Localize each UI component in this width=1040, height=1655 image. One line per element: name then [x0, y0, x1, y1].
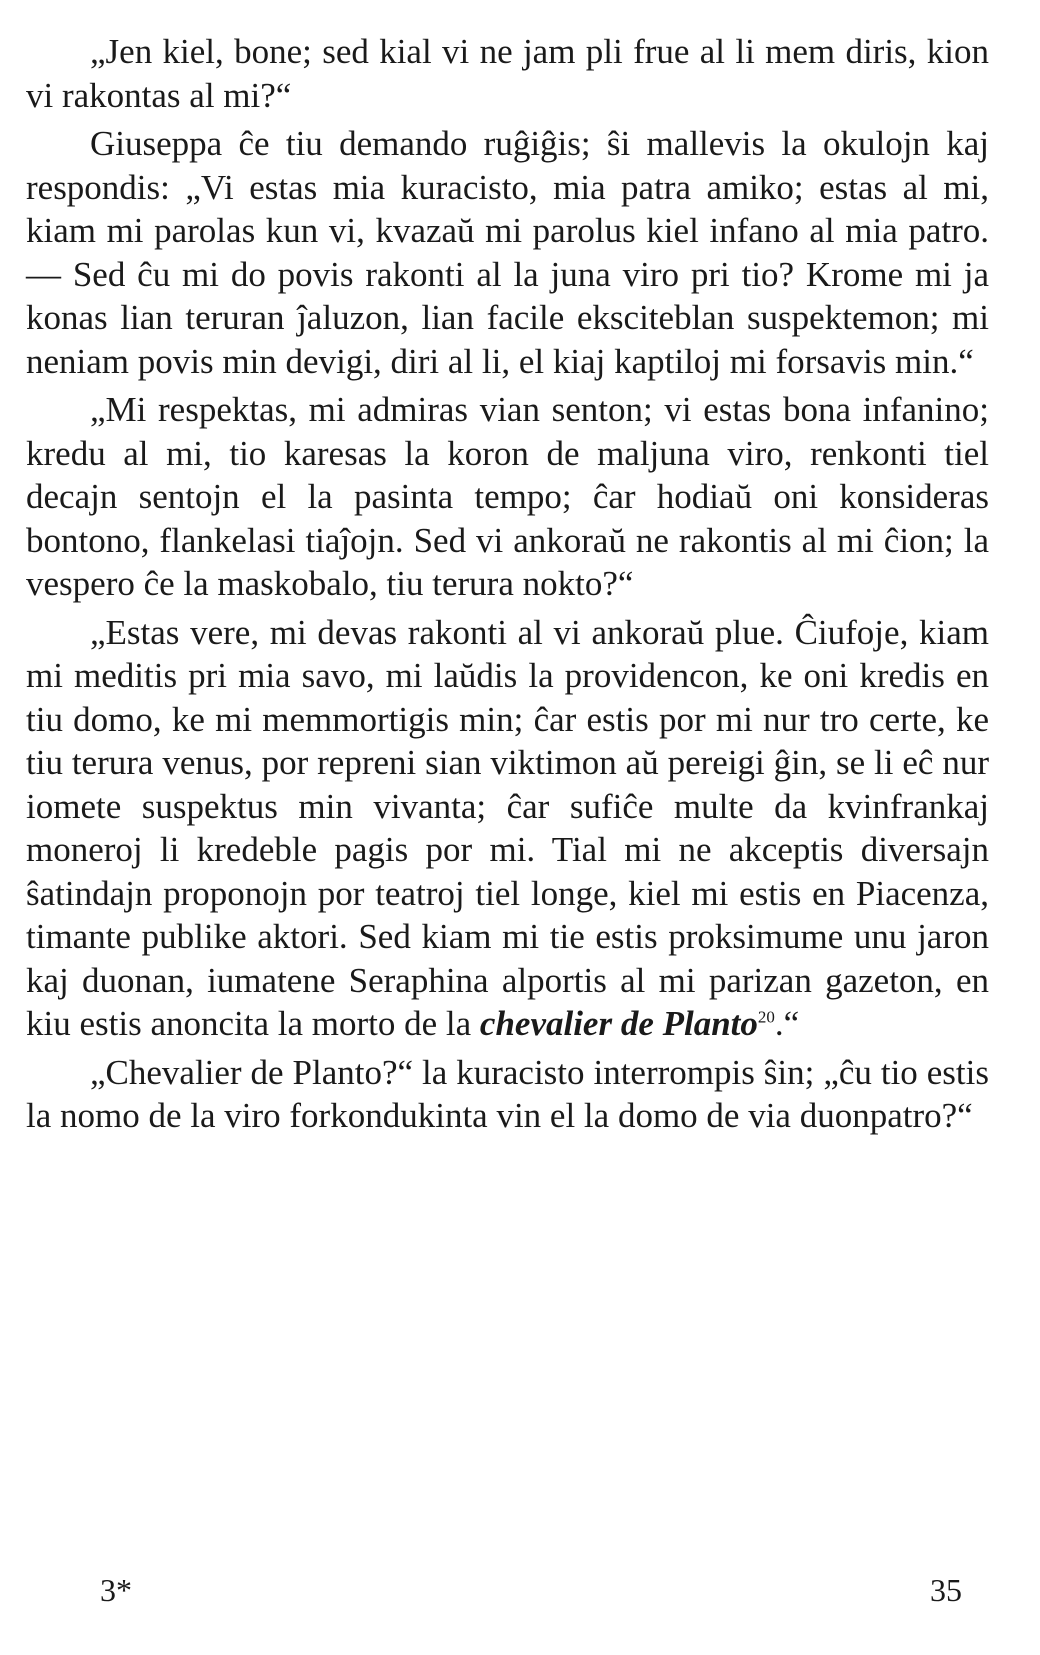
page-number: 35 [930, 1572, 962, 1608]
paragraph-3-text: „Mi respektas, mi admiras vian senton; vi estas bona infanino; kredu al mi, tio karesas la koron de maljuna viro, renkonti tiel decajn sentojn el la pasinta tempo; ĉar hodiaŭ oni konsideras bontono, flankelasi tiaĵojn. Sed vi ankoraŭ ne rakontis al mi ĉion; la vespero ĉe la maskobalo, tiu terura nokto?“ [26, 390, 989, 603]
paragraph-4 [26, 611, 989, 1046]
paragraph-2 [26, 122, 989, 383]
page-footer [0, 1572, 1040, 1622]
paragraph-4-tail: .“ [774, 1004, 800, 1043]
paragraph-3 [26, 388, 989, 606]
paragraph-2-text: Giuseppa ĉe tiu demando ruĝiĝis; ŝi mallevis la okulojn kaj respondis: „Vi estas mia kuracisto, mia patra amiko; estas al mi, kiam mi parolas kun vi, kvazaŭ mi parolus kiel infano al mia patro. — Sed ĉu mi do povis rakonti al la juna viro pri tio? Krome mi ja konas lian teruran ĵaluzon, lian facile eksciteblan suspektemon; mi neniam povis min devigi, diri al li, el kiaj kaptiloj mi forsavis min.“ [26, 124, 989, 381]
paragraph-4-text: „Estas vere, mi devas rakonti al vi ankoraŭ plue. Ĉiufoje, kiam mi meditis pri mia savo, mi laŭdis la providencon, ke oni kredis en tiu domo, ke mi memmortigis min; ĉar estis por mi nur tro certe, ke tiu terura venus, por repreni sian viktimon aŭ pereigi ĝin, se li eĉ nur iomete suspektus min vivanta; ĉar sufiĉe multe da kvinfrankaj moneroj li kredeble pagis por mi. Tial mi ne akceptis diversajn ŝatindajn proponojn por teatroj tiel longe, kiel mi estis en Piacenza, timante publike aktori. Sed kiam mi tie estis proksimume unu jaron kaj duonan, iumatene Seraphina alportis al mi parizan gazeton, en kiu estis anoncita la morto de la [26, 612, 989, 1043]
paragraph-5-text: „Chevalier de Planto?“ la kuracisto interrompis ŝin; „ĉu tio estis la nomo de la viro forkondukinta vin el la domo de via duonpatro?“ [26, 1052, 989, 1135]
paragraph-1 [26, 30, 989, 117]
paragraph-1-text: „Jen kiel, bone; sed kial vi ne jam pli frue al li mem diris, kion vi rakontas al mi?“ [26, 32, 989, 115]
footnote-marker: 20 [757, 1007, 775, 1027]
page-body [26, 30, 989, 1143]
printer-signature: 3* [100, 1572, 132, 1608]
paragraph-5 [26, 1051, 989, 1138]
italic-name-chevalier-de-planto: chevalier de Planto [479, 1004, 758, 1043]
